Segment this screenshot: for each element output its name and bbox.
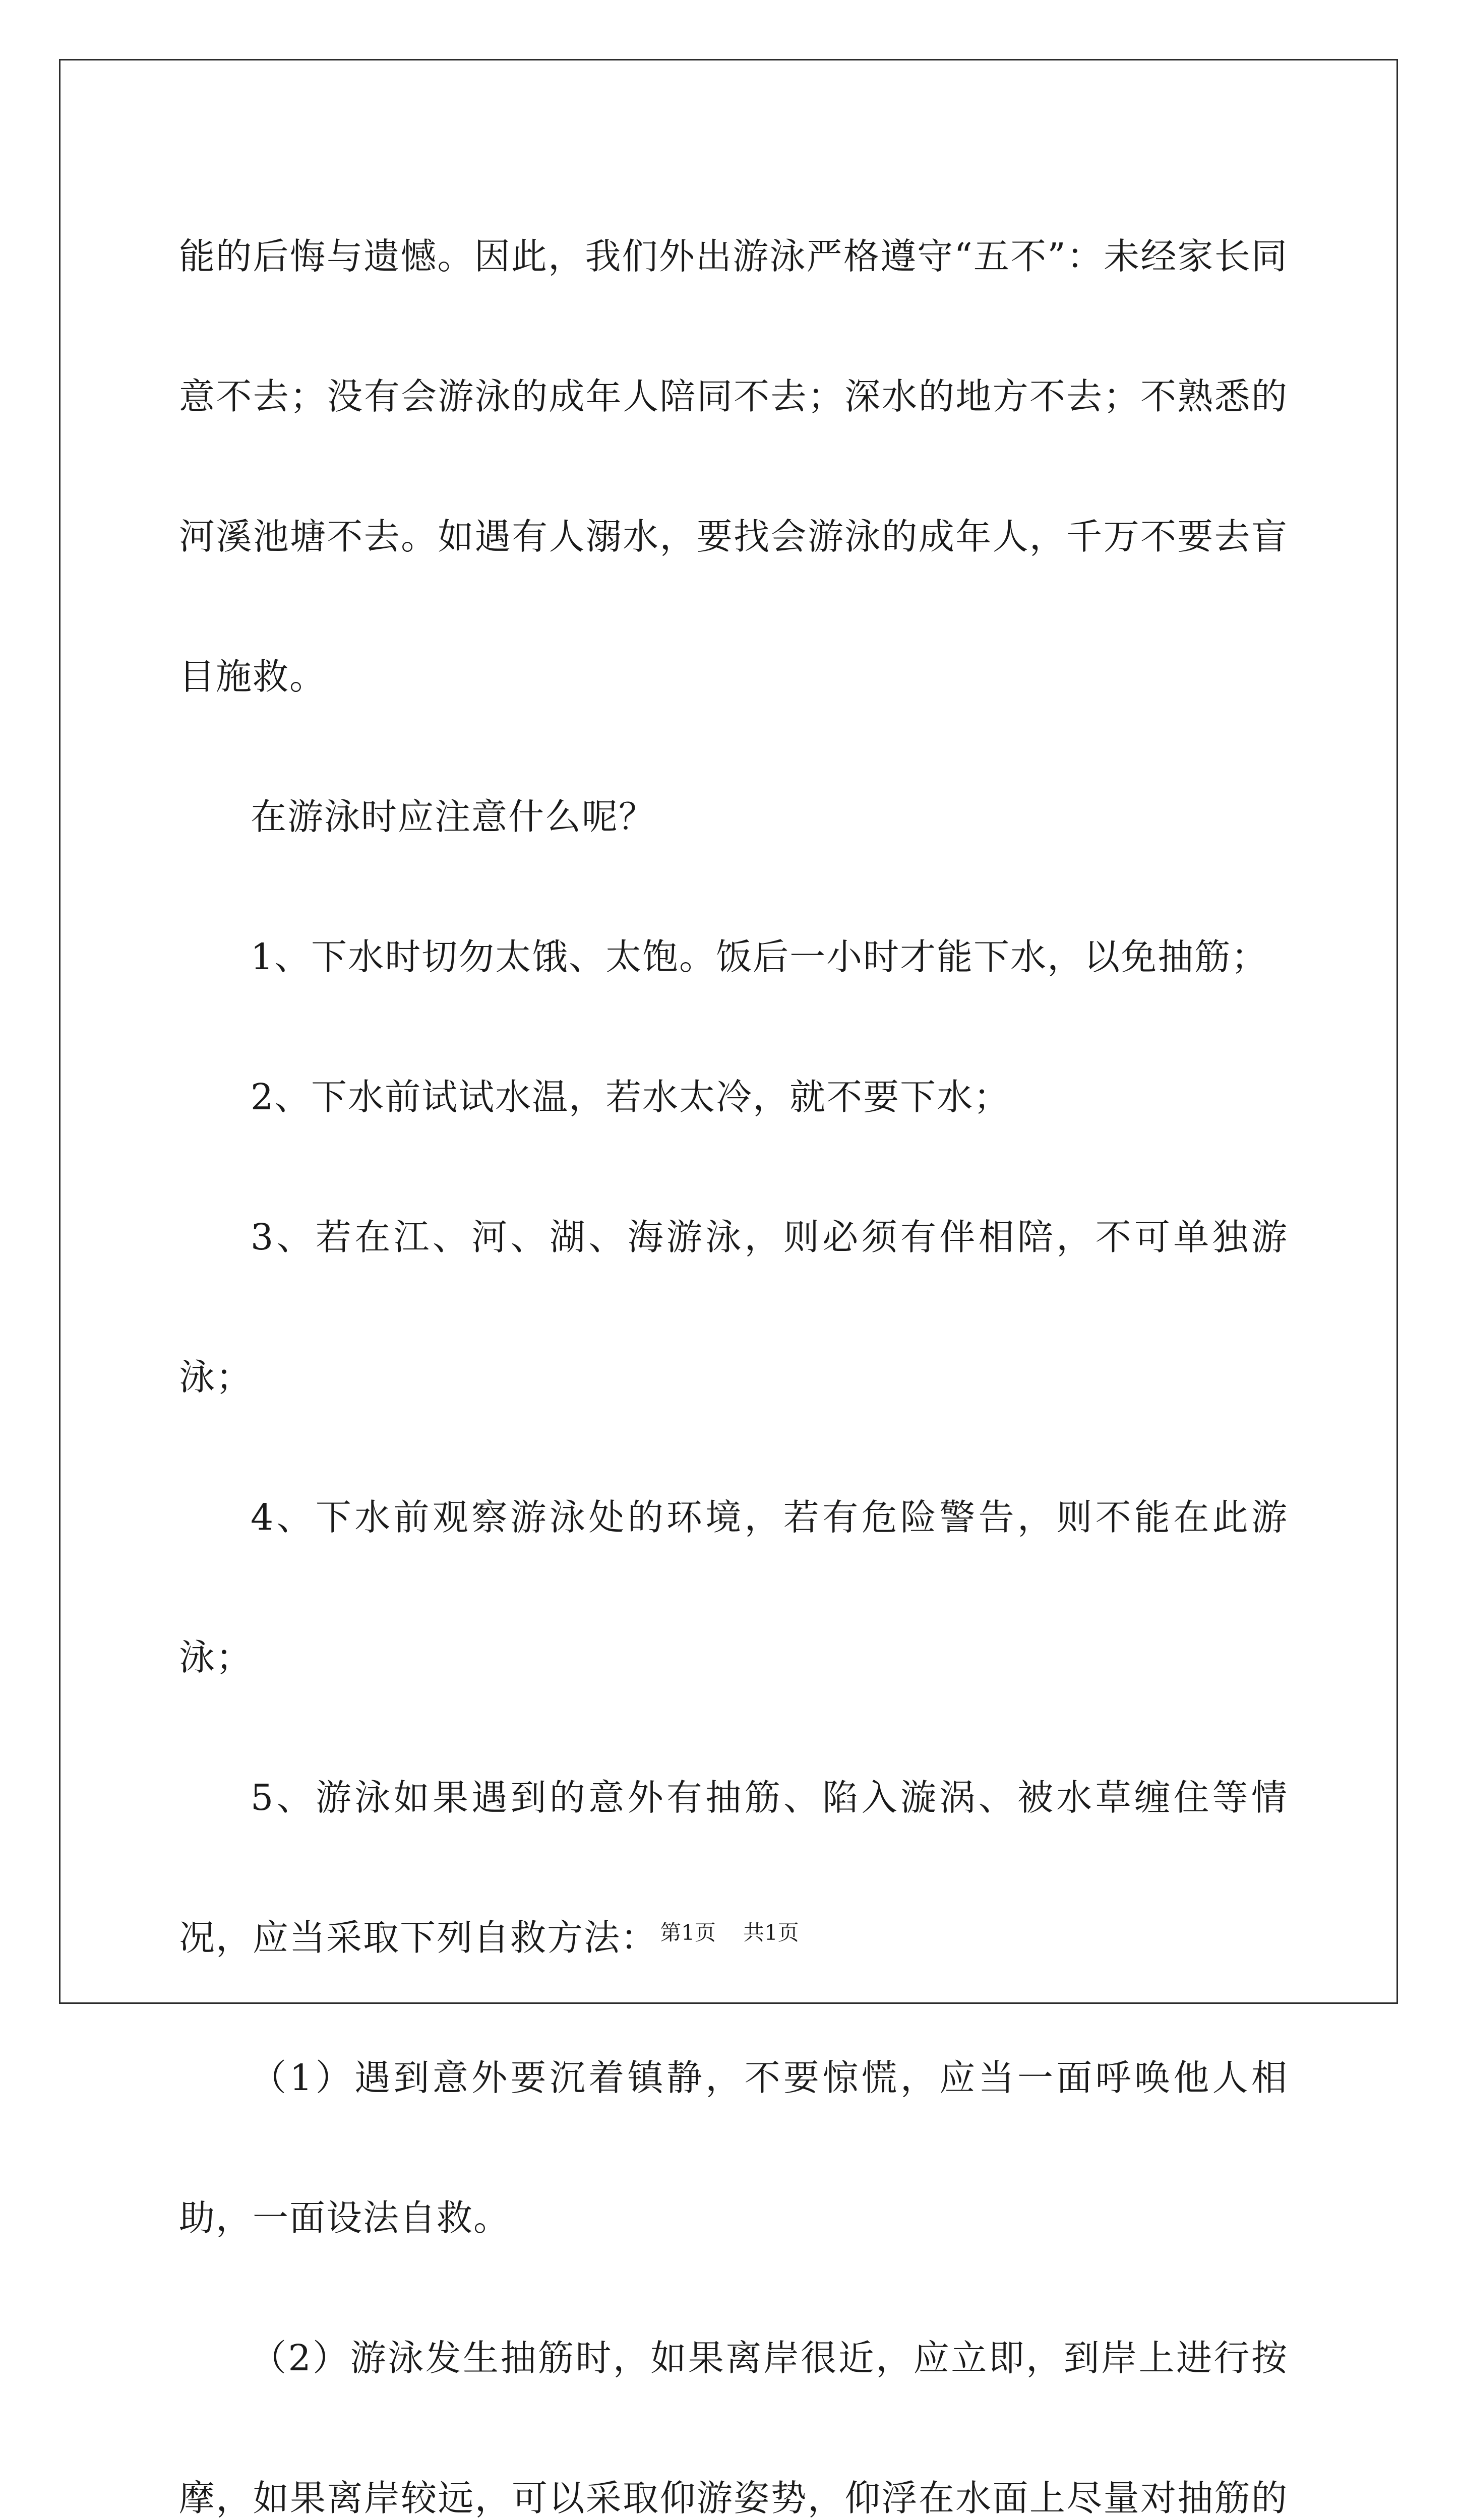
paragraph-4: 2、下水前试试水温，若水太冷，就不要下水； [251, 1076, 1011, 1118]
paragraph-2: 在游泳时应注意什么呢？ [251, 796, 656, 838]
paragraph-7: 5、游泳如果遇到的意外有抽筋、陷入漩涡、被水草缠住等情况，应当采取下列自救方法： [179, 1777, 1288, 1959]
paragraph-9: （2）游泳发生抽筋时，如果离岸很近，应立即，到岸上进行按摩，如果离岸较远，可以采取仰游姿势，仰浮在水面上尽量对抽筋的 [179, 2337, 1288, 2519]
paragraph-8: （1）遇到意外要沉着镇静，不要惊慌，应当一面呼唤他人相助，一面设法自救。 [179, 2057, 1288, 2239]
page-footer [0, 1918, 1459, 1948]
page-number-total: 共1页 [743, 1920, 799, 1945]
paragraph-3: 1、下水时切勿太饿、太饱。饭后一小时才能下水，以免抽筋； [251, 936, 1268, 978]
paragraph-1: 能的后悔与遗憾。因此，我们外出游泳严格遵守“五不”：未经家长同意不去；没有会游泳的成年人陪同不去；深水的地方不去；不熟悉的河溪池塘不去。如遇有人溺水，要找会游泳的成年人，千万不要去盲目施救。 [179, 235, 1288, 698]
page-number-current: 第1页 [660, 1920, 716, 1945]
paragraph-6: 4、下水前观察游泳处的环境，若有危险警告，则不能在此游泳； [179, 1496, 1288, 1678]
document-body [179, 186, 1288, 2520]
paragraph-5: 3、若在江、河、湖、海游泳，则必须有伴相陪，不可单独游泳； [179, 1216, 1288, 1398]
